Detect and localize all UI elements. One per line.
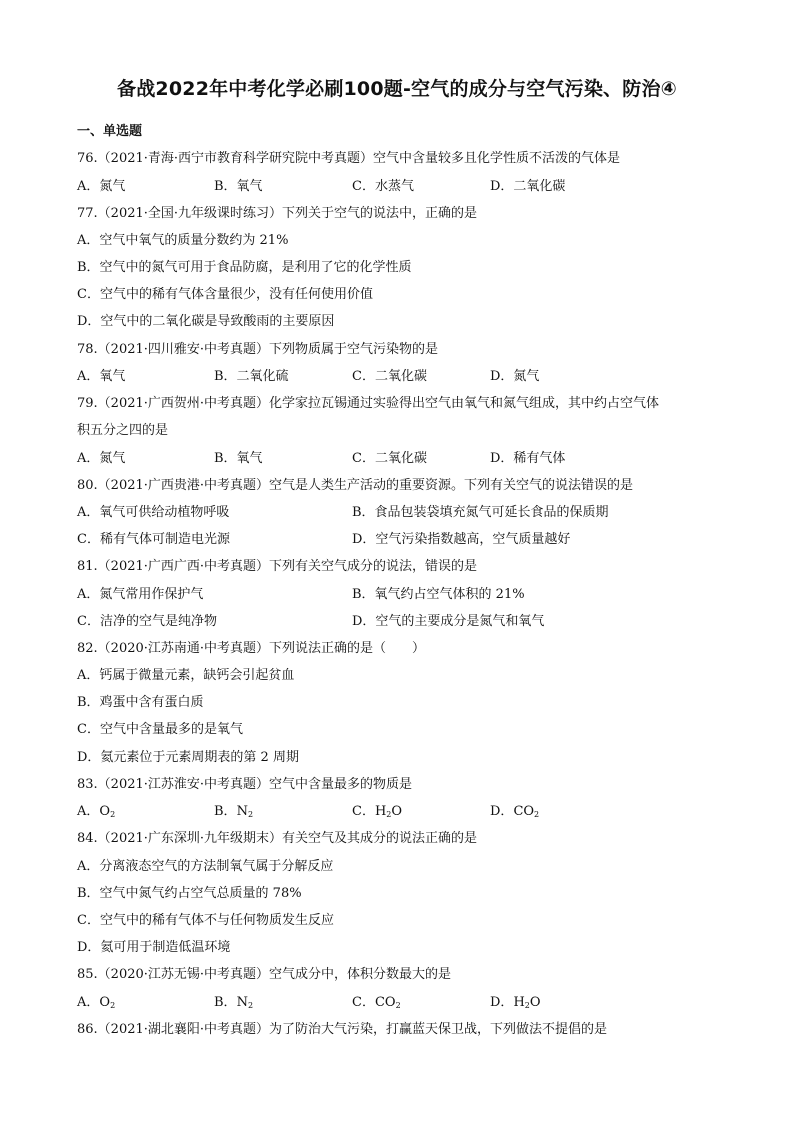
question-83-option-c: C．$H_2O$: [352, 804, 403, 819]
question-78-stem: 78.（2021·四川雅安·中考真题）下列物质属于空气污染物的是: [77, 342, 439, 357]
question-77-option-d: D．空气中的二氧化碳是导致酸雨的主要原因: [77, 314, 335, 329]
question-78-option-c: C．二氧化碳: [352, 369, 427, 384]
question-79-option-b: B．氧气: [214, 451, 263, 466]
question-80-stem: 80.（2021·广西贵港·中考真题）空气是人类生产活动的重要资源。下列有关空气的说法错误的是: [77, 478, 634, 493]
question-85-option-c: C．$CO_2$: [352, 995, 401, 1010]
question-82-option-c: C．空气中含量最多的是氧气: [77, 722, 243, 737]
question-84-option-c: C．空气中的稀有气体不与任何物质发生反应: [77, 913, 334, 928]
question-76-option-b: B．氧气: [214, 179, 263, 194]
question-76-option-a: A．氮气: [77, 179, 126, 194]
question-77-option-c: C．空气中的稀有气体含量很少，没有任何使用价值: [77, 287, 373, 302]
question-79-stem-line2: 积五分之四的是: [77, 423, 169, 438]
question-82-option-b: B．鸡蛋中含有蛋白质: [77, 695, 204, 710]
question-84-stem: 84.（2021·广东深圳·九年级期末）有关空气及其成分的说法正确的是: [77, 831, 478, 846]
question-78-option-d: D．氮气: [490, 369, 540, 384]
question-83-option-a: A．$O_2$: [77, 804, 116, 819]
question-79-option-c: C．二氧化碳: [352, 451, 427, 466]
question-83-option-b: B．$N_2$: [214, 804, 254, 819]
question-77-option-b: B．空气中的氮气可用于食品防腐，是利用了它的化学性质: [77, 260, 412, 275]
question-85-option-d: D．$H_2O$: [490, 995, 541, 1010]
question-78-option-a: A．氧气: [77, 369, 126, 384]
question-86-stem: 86.（2021·湖北襄阳·中考真题）为了防治大气污染，打赢蓝天保卫战，下列做法不提倡的是: [77, 1022, 608, 1037]
question-77-stem: 77.（2021·全国·九年级课时练习）下列关于空气的说法中，正确的是: [77, 206, 478, 221]
question-80-option-b: B．食品包装袋填充氮气可延长食品的保质期: [352, 505, 609, 520]
page-title: 备战2022年中考化学必刷100题-空气的成分与空气污染、防治④: [117, 78, 677, 100]
question-80-option-c: C．稀有气体可制造电光源: [77, 532, 230, 547]
question-83-stem: 83.（2021·江苏淮安·中考真题）空气中含量最多的物质是: [77, 777, 413, 792]
section-heading: 一、单选题: [77, 124, 143, 139]
question-78-option-b: B．二氧化硫: [214, 369, 289, 384]
question-82-option-a: A．钙属于微量元素，缺钙会引起贫血: [77, 668, 295, 683]
question-85-option-a: A．$O_2$: [77, 995, 116, 1010]
question-79-stem-line1: 79.（2021·广西贺州·中考真题）化学家拉瓦锡通过实验得出空气由氧气和氮气组成，其中约占空气体: [77, 396, 660, 411]
question-83-option-d: D．$CO_2$: [490, 804, 540, 819]
question-82-option-d: D．氦元素位于元素周期表的第 2 周期: [77, 750, 299, 765]
question-80-option-d: D．空气污染指数越高，空气质量越好: [352, 532, 571, 547]
question-84-option-a: A．分离液态空气的方法制氧气属于分解反应: [77, 859, 334, 874]
question-79-option-a: A．氮气: [77, 451, 126, 466]
question-76-stem: 76.（2021·青海·西宁市教育科学研究院中考真题）空气中含量较多且化学性质不活泼的气体是: [77, 151, 621, 166]
question-77-option-a: A．空气中氧气的质量分数约为 21%: [77, 233, 289, 248]
question-81-option-a: A．氮气常用作保护气: [77, 587, 204, 602]
question-80-option-a: A．氧气可供给动植物呼吸: [77, 505, 230, 520]
question-79-option-d: D．稀有气体: [490, 451, 566, 466]
question-81-option-b: B．氧气约占空气体积的 21%: [352, 587, 525, 602]
question-81-stem: 81.（2021·广西广西·中考真题）下列有关空气成分的说法，错误的是: [77, 559, 478, 574]
question-85-stem: 85.（2020·江苏无锡·中考真题）空气成分中，体积分数最大的是: [77, 967, 452, 982]
question-82-stem: 82.（2020·江苏南通·中考真题）下列说法正确的是（ ）: [77, 641, 426, 656]
question-76-option-d: D．二氧化碳: [490, 179, 566, 194]
question-84-option-d: D．氦可用于制造低温环境: [77, 940, 231, 955]
question-85-option-b: B．$N_2$: [214, 995, 254, 1010]
question-81-option-d: D．空气的主要成分是氮气和氧气: [352, 614, 545, 629]
question-84-option-b: B．空气中氮气约占空气总质量的 78%: [77, 886, 302, 901]
question-76-option-c: C．水蒸气: [352, 179, 414, 194]
question-81-option-c: C．洁净的空气是纯净物: [77, 614, 217, 629]
